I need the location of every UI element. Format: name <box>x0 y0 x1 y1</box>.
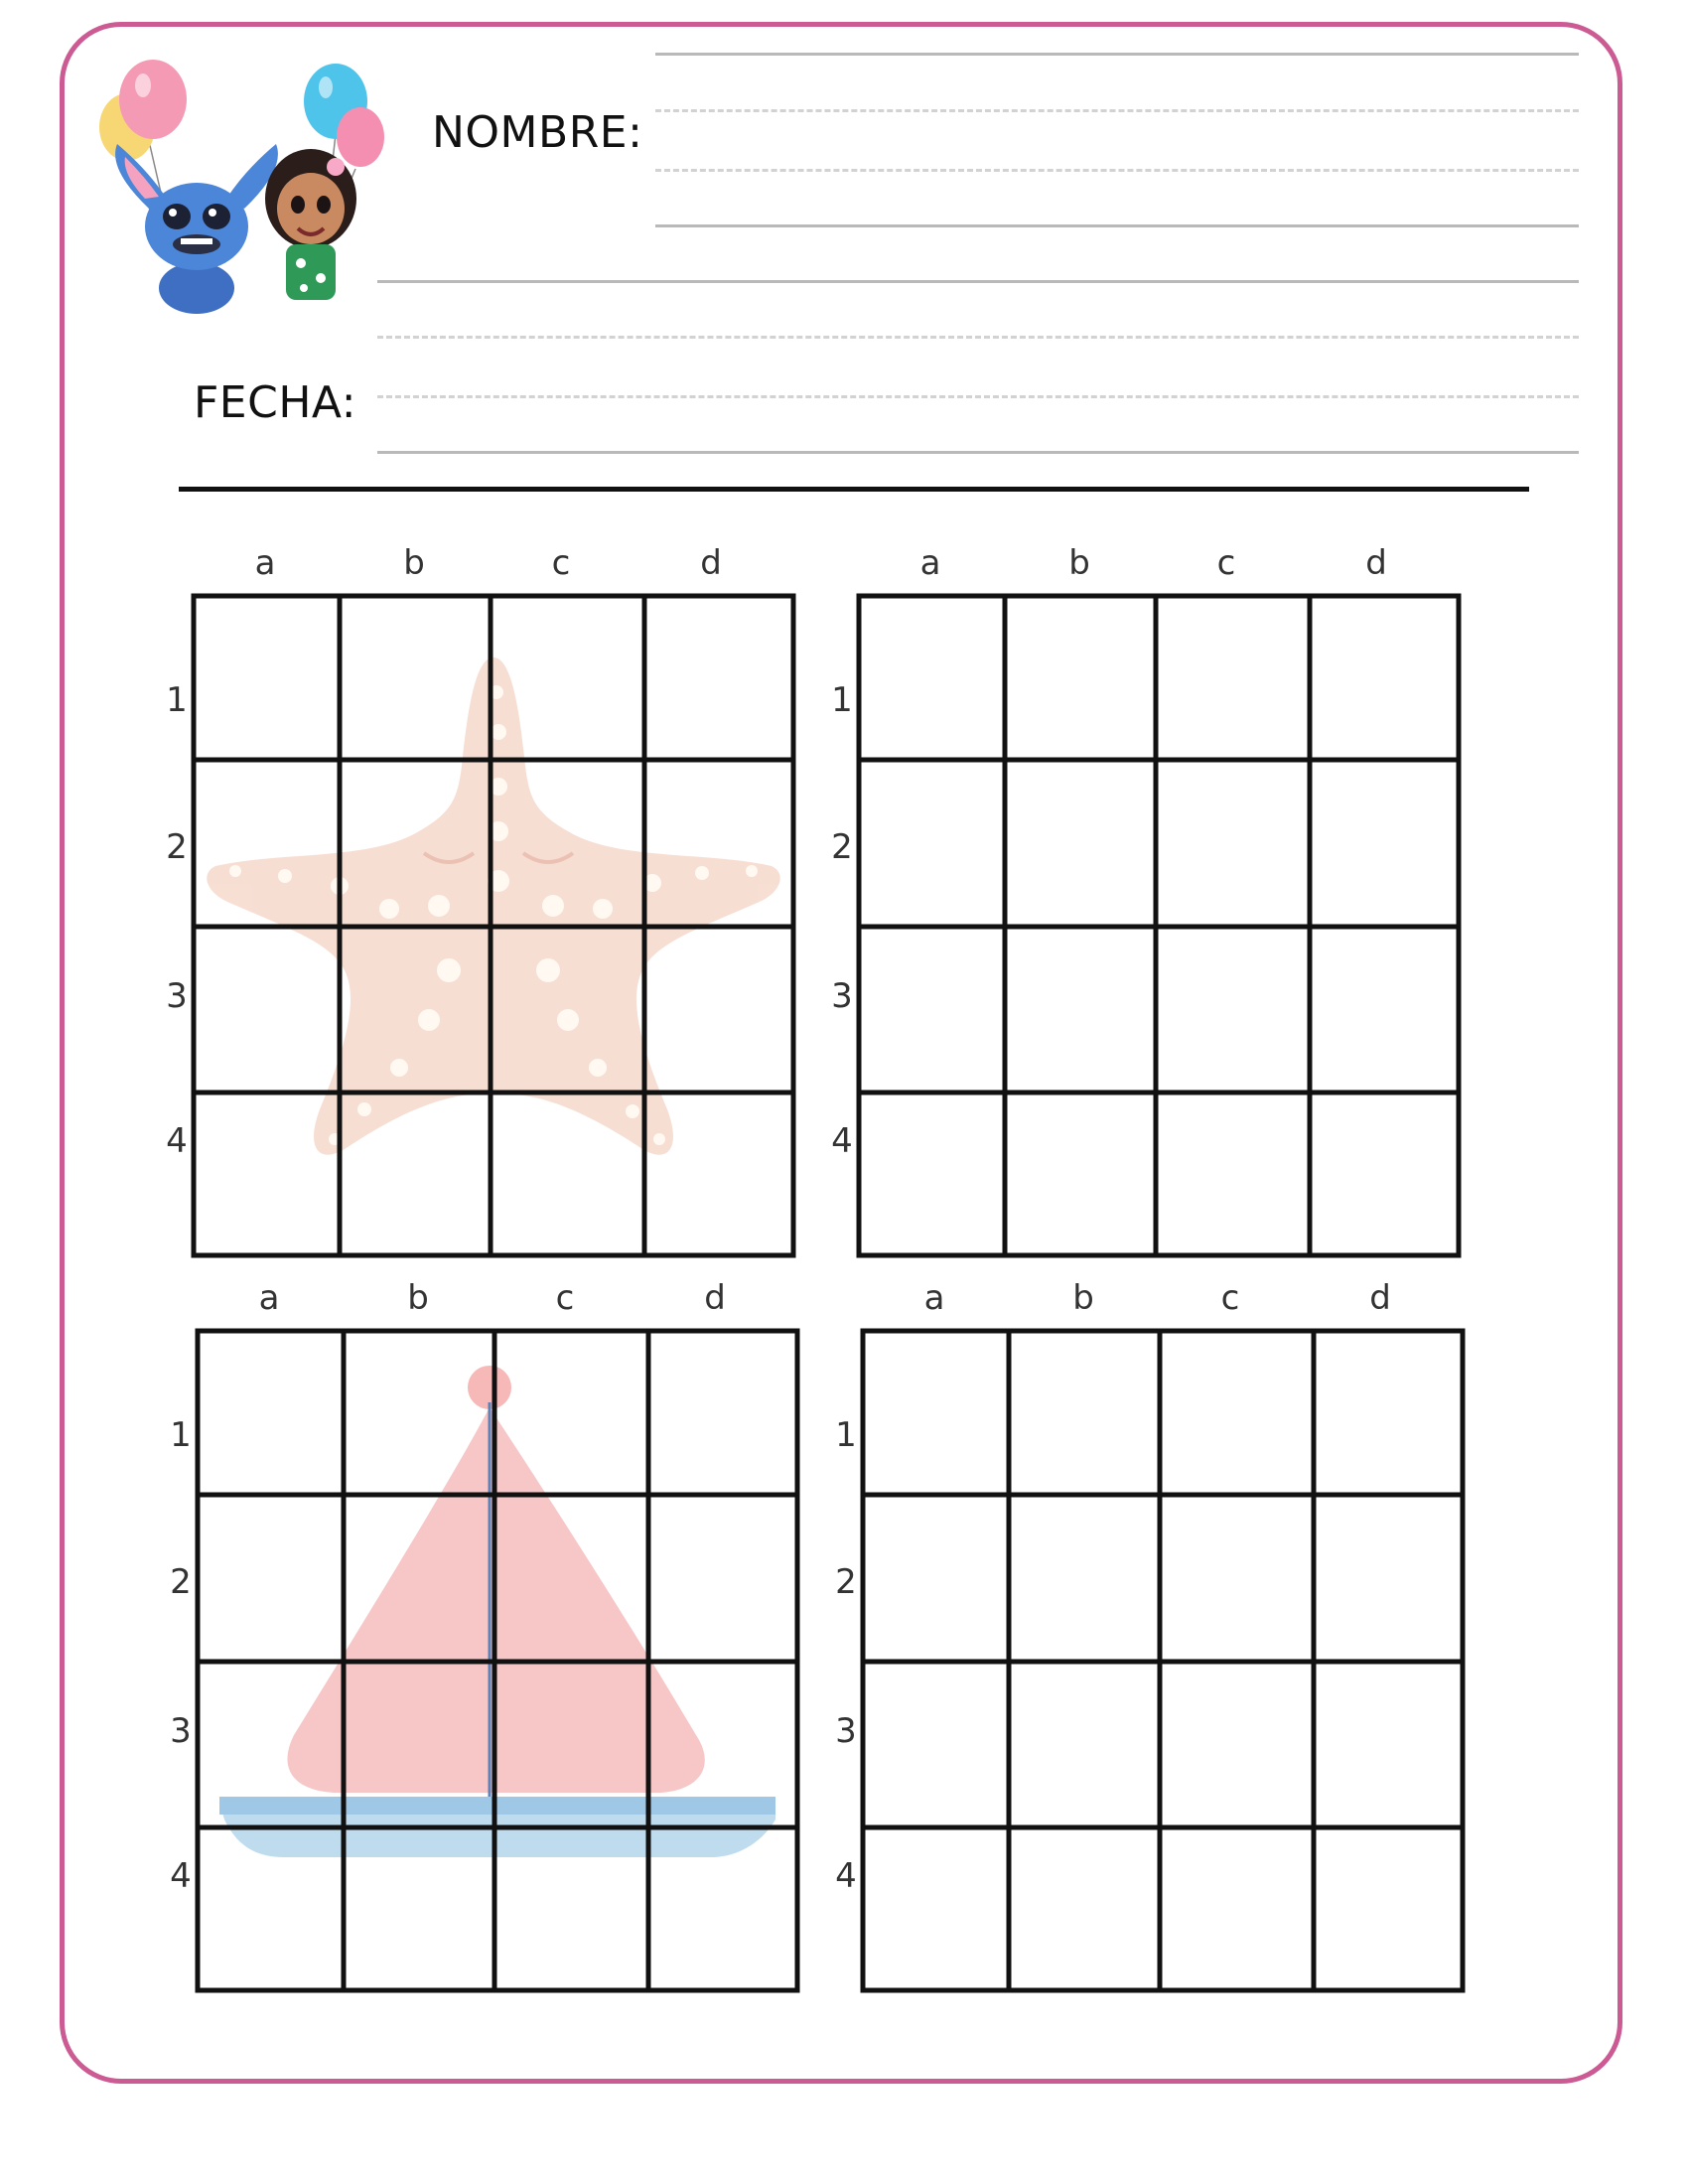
column-label: d <box>1369 1278 1391 1318</box>
sailboat-illustration <box>219 1366 775 1857</box>
row-label: 3 <box>170 1711 192 1751</box>
row-label: 3 <box>166 976 188 1016</box>
row-label: 4 <box>835 1856 857 1896</box>
grid-starfish-copy[interactable] <box>831 543 1462 1258</box>
row-label: 4 <box>166 1121 188 1161</box>
column-label: c <box>1220 1278 1240 1318</box>
grid-starfish-model <box>166 543 796 1258</box>
column-label: b <box>1072 1278 1094 1318</box>
name-label: NOMBRE: <box>432 107 643 158</box>
row-label: 4 <box>831 1121 853 1161</box>
column-label: c <box>551 543 571 583</box>
column-label: d <box>1365 543 1387 583</box>
balloon-icon <box>119 60 187 139</box>
row-label: 1 <box>835 1415 857 1455</box>
grid-lines <box>859 596 1459 1255</box>
row-label: 3 <box>835 1711 857 1751</box>
row-label: 1 <box>831 680 853 720</box>
column-label: c <box>555 1278 575 1318</box>
mascot-illustration <box>87 50 385 318</box>
column-label: b <box>407 1278 429 1318</box>
column-label: a <box>258 1278 280 1318</box>
row-label: 2 <box>835 1562 857 1602</box>
column-label: a <box>919 543 941 583</box>
header-divider <box>179 487 1529 492</box>
column-label: a <box>254 543 276 583</box>
row-label: 2 <box>170 1562 192 1602</box>
column-label: b <box>403 543 425 583</box>
column-label: b <box>1068 543 1090 583</box>
row-label: 4 <box>170 1856 192 1896</box>
grid-lines <box>863 1331 1463 1990</box>
grid-sailboat-model <box>170 1278 800 1993</box>
row-label: 2 <box>831 827 853 867</box>
grid-sailboat-copy[interactable] <box>835 1278 1466 1993</box>
column-label: a <box>923 1278 945 1318</box>
row-label: 3 <box>831 976 853 1016</box>
balloon-icon <box>337 107 384 167</box>
starfish-illustration <box>207 657 779 1155</box>
column-label: c <box>1216 543 1236 583</box>
date-label: FECHA: <box>194 377 357 428</box>
row-label: 1 <box>170 1415 192 1455</box>
column-label: d <box>700 543 722 583</box>
row-label: 2 <box>166 827 188 867</box>
row-label: 1 <box>166 680 188 720</box>
column-label: d <box>704 1278 726 1318</box>
